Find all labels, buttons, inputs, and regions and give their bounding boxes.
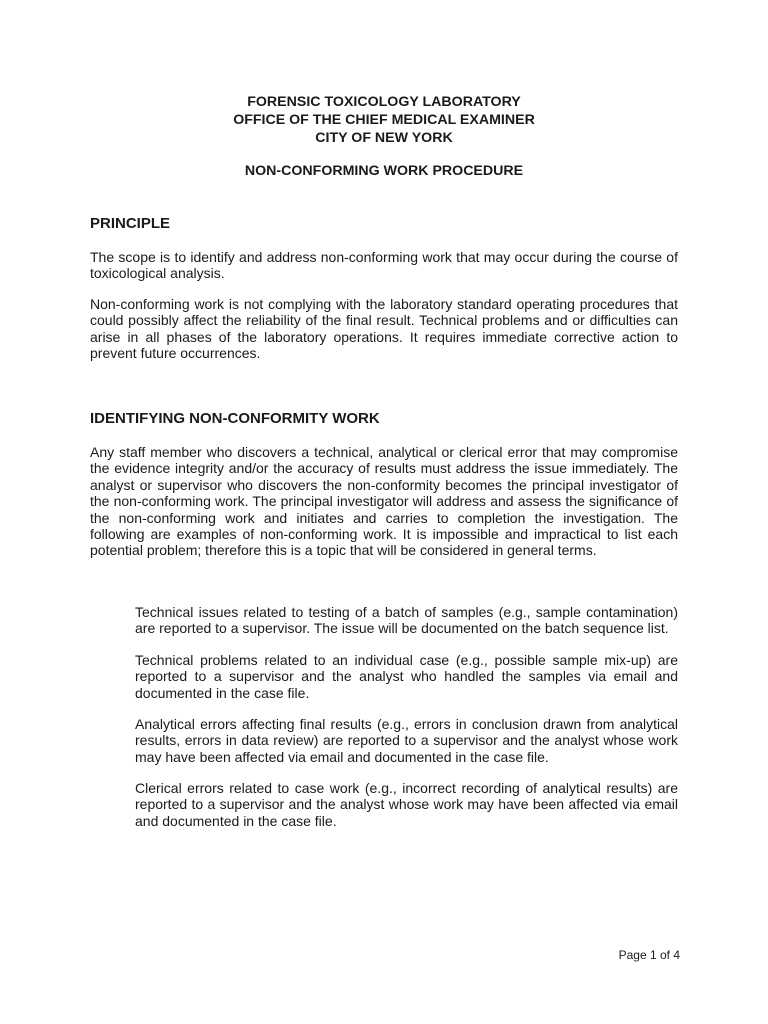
example-paragraph: Technical problems related to an individual case (e.g., possible sample mix-up) are reported to a supervisor and the analyst who handled the samples via email and documented in the case file. [135, 652, 678, 701]
header-city-name: CITY OF NEW YORK [315, 130, 453, 146]
identifying-paragraph-1: Any staff member who discovers a technical, analytical or clerical error that may compromise the evidence integrity and/or the accuracy of results must address the issue immediately. The analyst or supervisor who discovers the non-conformity becomes the principal investigator of the non-conforming work. The principal investigator will address and assess the significance of the non-conforming work and initiates and carries to completion the investigation. The following are examples of non-conforming work. It is impossible and impractical to list each potential problem; therefore this is a topic that will be considered in general terms. [90, 444, 678, 559]
principle-paragraph-2: Non-conforming work is not complying with the laboratory standard operating procedures that could possibly affect the reliability of the final result. Technical problems and or difficulties can arise in all phases of the laboratory operations. It requires immediate corrective action to prevent future occurrences. [90, 296, 678, 362]
example-paragraph: Analytical errors affecting final results (e.g., errors in conclusion drawn from analytical results, errors in data review) are reported to a supervisor and the analyst whose work may have been affected via email and documented in the case file. [135, 716, 678, 765]
document-header [0, 93, 768, 147]
header-office-name: OFFICE OF THE CHIEF MEDICAL EXAMINER [233, 112, 535, 128]
example-paragraph: Clerical errors related to case work (e.g., incorrect recording of analytical results) are reported to a supervisor and the analyst whose work may have been affected via email and documented in the case file. [135, 780, 678, 829]
header-lab-name: FORENSIC TOXICOLOGY LABORATORY [247, 94, 521, 110]
document-title: NON-CONFORMING WORK PROCEDURE [244, 163, 524, 179]
identifying-heading: IDENTIFYING NON-CONFORMITY WORK [90, 410, 380, 427]
principle-heading: PRINCIPLE [90, 215, 171, 232]
page-number: Page 1 of 4 [618, 948, 680, 962]
example-paragraph: Technical issues related to testing of a batch of samples (e.g., sample contamination) are reported to a supervisor. The issue will be documented on the batch sequence list. [135, 604, 678, 637]
principle-paragraph-1: The scope is to identify and address non-conforming work that may occur during the course of toxicological analysis. [90, 249, 678, 282]
